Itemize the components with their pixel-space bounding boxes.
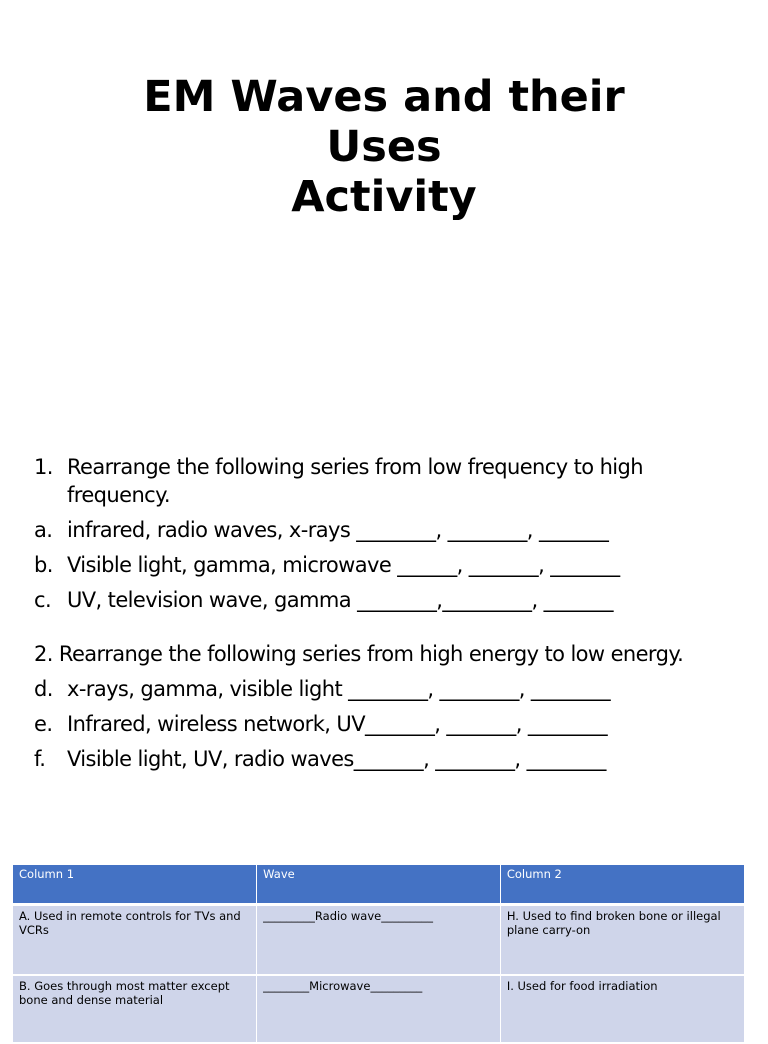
table-cell: ________Microwave_________ xyxy=(257,975,501,1043)
question-item-e xyxy=(34,710,744,738)
item-text: x-rays, gamma, visible light ________, ________, ________ xyxy=(67,677,611,701)
question-1-number: 1. xyxy=(34,455,53,479)
question-item-a xyxy=(34,516,744,544)
question-item-d xyxy=(34,675,744,703)
question-1 xyxy=(34,453,744,509)
table-cell: I. Used for food irradiation xyxy=(500,975,744,1043)
question-1-text: Rearrange the following series from low frequency to high frequency. xyxy=(67,455,643,507)
table-row xyxy=(13,975,744,1043)
table-cell: H. Used to find broken bone or illegal plane carry-on xyxy=(500,905,744,976)
item-text: Infrared, wireless network, UV_______, _______, ________ xyxy=(67,712,608,736)
item-text: Visible light, UV, radio waves_______, ________, ________ xyxy=(67,747,606,771)
header-column-1: Column 1 xyxy=(13,865,257,905)
question-item-c xyxy=(34,586,744,614)
page-title xyxy=(0,72,768,222)
item-marker: d. xyxy=(34,677,53,701)
item-marker: a. xyxy=(34,518,53,542)
header-column-2: Column 2 xyxy=(500,865,744,905)
item-text: UV, television wave, gamma ________,_________, _______ xyxy=(67,588,613,612)
item-text: infrared, radio waves, x-rays ________, ________, _______ xyxy=(67,518,609,542)
matching-table xyxy=(13,865,744,1044)
table-cell: _________Radio wave_________ xyxy=(257,905,501,976)
item-marker: c. xyxy=(34,588,52,612)
question-2-text: 2. Rearrange the following series from high energy to low energy. xyxy=(34,642,684,666)
questions xyxy=(34,453,744,780)
table-header-row xyxy=(13,865,744,905)
title-line-1: EM Waves and their xyxy=(143,72,625,122)
item-text: Visible light, gamma, microwave ______, _______, _______ xyxy=(67,553,620,577)
table-cell: B. Goes through most matter except bone and dense material xyxy=(13,975,257,1043)
item-marker: f. xyxy=(34,747,46,771)
question-item-b xyxy=(34,551,744,579)
item-marker: b. xyxy=(34,553,53,577)
title-line-3: Activity xyxy=(291,172,477,222)
table-row xyxy=(13,905,744,976)
table-cell: A. Used in remote controls for TVs and VCRs xyxy=(13,905,257,976)
question-item-f xyxy=(34,745,744,773)
title-line-2: Uses xyxy=(326,122,442,172)
header-wave: Wave xyxy=(257,865,501,905)
item-marker: e. xyxy=(34,712,53,736)
question-2 xyxy=(34,640,744,773)
